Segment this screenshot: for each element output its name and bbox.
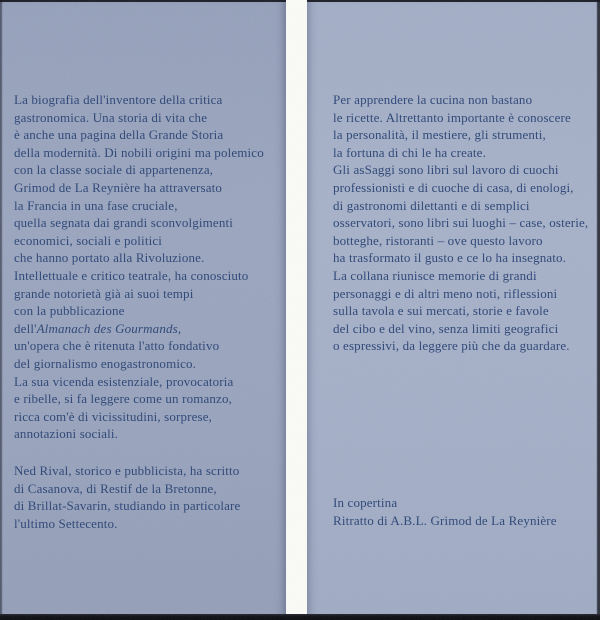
text-line: La collana riunisce memorie di grandi (333, 267, 537, 283)
text-line: osservatori, sono libri sui luoghi – case, osterie, (333, 215, 589, 231)
text-line: Ritratto di A.B.L. Grimod de La Reynière (333, 512, 557, 528)
text-line: personaggi e di altri meno noti, riflessioni (333, 285, 558, 301)
text-line: è anche una pagina della Grande Storia (14, 127, 224, 143)
text-segment: dell' (14, 320, 37, 336)
text-line: l'ultimo Settecento. (14, 515, 118, 531)
photo-bottom-edge (0, 614, 600, 620)
text-line: del giornalismo enogastronomico. (14, 355, 197, 371)
text-line: la fortuna di chi le ha create. (333, 144, 486, 160)
text-line: gastronomica. Una storia di vita che (14, 109, 208, 125)
text-line: botteghe, ristoranti – ove questo lavoro (333, 232, 543, 248)
text-line: della modernità. Di nobili origini ma polemico (14, 144, 264, 160)
text-line: che hanno portato alla Rivoluzione. (14, 250, 205, 266)
text-line: le ricette. Altrettanto importante è conoscere (333, 109, 571, 125)
text-line: Gli asSaggi sono libri sul lavoro di cuochi (333, 162, 559, 178)
text-line: Intellettuale e critico teatrale, ha conosciuto (14, 267, 249, 283)
text-line: di Brillat-Savarin, studiando in particolare (14, 498, 241, 514)
biography-text (14, 91, 264, 443)
text-line: Ned Rival, storico e pubblicista, ha scritto (14, 463, 240, 478)
text-line: un'opera che è ritenuta l'atto fondativo (14, 338, 220, 354)
text-line: con la classe sociale di appartenenza, (14, 162, 214, 178)
text-line: di Casanova, di Restif de la Bretonne, (14, 480, 217, 496)
text-line: Grimod de La Reynière ha attraversato (14, 179, 223, 195)
left-flap (0, 0, 286, 620)
text-line: con la pubblicazione (14, 303, 125, 319)
text-line: la Francia in una fase cruciale, (14, 197, 178, 213)
text-line: o espressivi, da leggere più che da guardare. (333, 338, 570, 354)
text-line: sulla tavola e sui mercati, storie e favole (333, 303, 549, 319)
text-line: Per apprendere la cucina non bastano (333, 92, 533, 107)
text-line: di gastronomi dilettanti e di semplici (333, 197, 530, 213)
text-line: grande notorietà già ai suoi tempi (14, 285, 194, 301)
text-line: quella segnata dai grandi sconvolgimenti (14, 215, 233, 231)
right-flap (307, 0, 600, 620)
text-line: e ribelle, si fa leggere come un romanzo, (14, 391, 233, 407)
text-line: economici, sociali e politici (14, 232, 163, 248)
text-line: La biografia dell'inventore della critica (14, 92, 223, 107)
series-description-text (333, 91, 588, 355)
cover-credit-text (333, 494, 557, 529)
text-line: annotazioni sociali. (14, 426, 119, 442)
text-line: La sua vicenda esistenziale, provocatoria (14, 373, 234, 389)
text-line: professionisti e di cuoche di casa, di enologi, (333, 179, 574, 195)
text-line: ricca com'è di vicissitudini, sorprese, (14, 408, 213, 424)
text-line: la personalità, il mestiere, gli strumenti, (333, 127, 546, 143)
author-note-text (14, 462, 240, 532)
text-line: In copertina (333, 495, 398, 510)
text-line (14, 320, 264, 338)
text-segment: , (177, 320, 182, 336)
italic-text-segment: Almanach des Gourmands (36, 320, 178, 336)
text-line: del cibo e del vino, senza limiti geografici (333, 320, 559, 336)
text-line: ha trasformato il gusto e ce lo ha insegnato. (333, 250, 567, 266)
